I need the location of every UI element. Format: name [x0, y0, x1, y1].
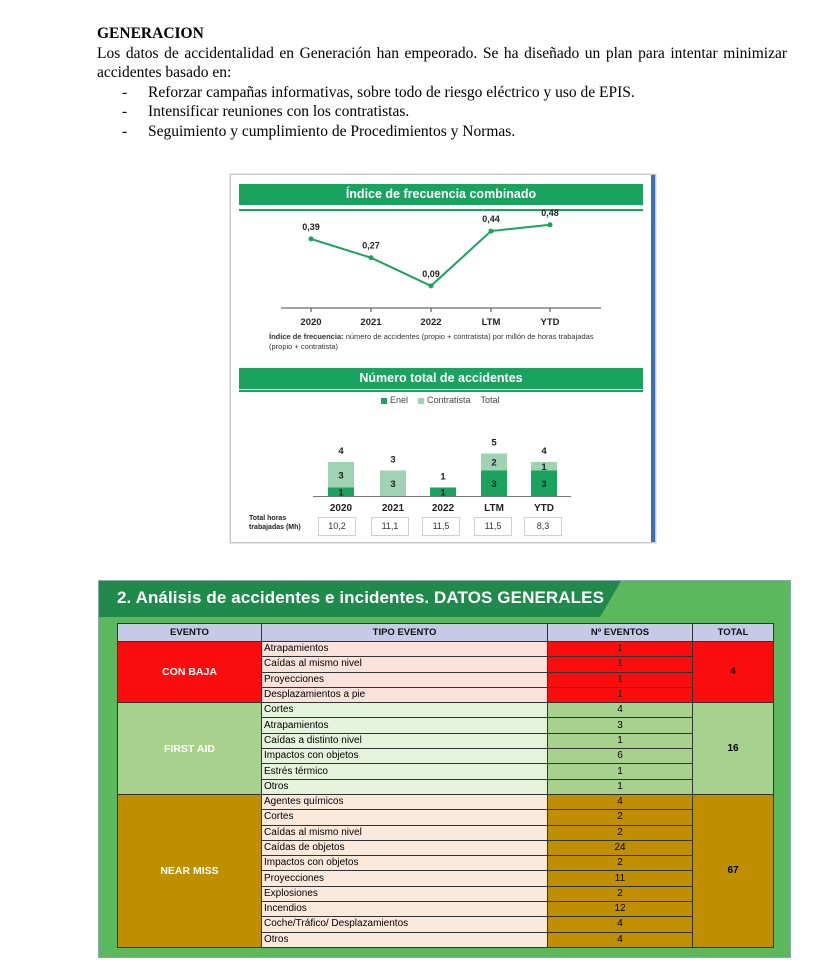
hours-label [249, 514, 301, 532]
num-eventos-cell: 1 [548, 779, 693, 794]
num-eventos-cell: 2 [548, 856, 693, 871]
table-header-row [118, 624, 774, 642]
bullet-marker: - [122, 122, 128, 140]
bar-label-contratista: 2 [491, 457, 497, 469]
num-eventos-cell: 2 [548, 825, 693, 840]
hours-value: 10,2 [318, 517, 356, 536]
legend-label: Enel [390, 395, 409, 405]
num-eventos-cell: 11 [548, 871, 693, 886]
hours-value: 11,5 [474, 517, 512, 536]
header-num-eventos: Nº EVENTOS [548, 624, 693, 642]
tipo-evento-cell: Atrapamientos [262, 718, 548, 733]
panel-title: 2. Análisis de accidentes e incidentes. DATOS GENERALES [117, 588, 605, 607]
hours-value: 8,3 [524, 517, 562, 536]
frequency-chart-title: Índice de frecuencia combinado [239, 184, 643, 205]
hours-value: 11,5 [422, 517, 460, 536]
header-tipo-evento: TIPO EVENTO [262, 624, 548, 642]
x-tick-label: 2022 [420, 317, 442, 328]
data-label: 0,44 [482, 214, 500, 225]
data-label: 0,39 [302, 221, 320, 232]
bar-label-enel: 3 [541, 478, 547, 490]
tipo-evento-cell: Incendios [262, 902, 548, 917]
accidents-chart-title: Número total de accidentes [239, 368, 643, 389]
x-tick-label: 2020 [300, 317, 322, 328]
tipo-evento-cell: Estrés térmico [262, 764, 548, 779]
hours-label-line: Total horas [249, 515, 287, 522]
data-label: 0,27 [362, 240, 380, 251]
scrollbar[interactable] [651, 175, 655, 542]
bar-label-enel: 3 [491, 478, 497, 490]
num-eventos-cell: 1 [548, 733, 693, 748]
list-item [97, 122, 787, 142]
charts-figure [230, 174, 656, 543]
hours-label-line: trabajadas (Mh) [249, 524, 301, 531]
bullet-text: Reforzar campañas informativas, sobre todo de riesgo eléctrico y uso de EPIS. [148, 83, 635, 101]
num-eventos-cell: 1 [548, 657, 693, 672]
table-row [118, 703, 774, 718]
evento-cell: NEAR MISS [118, 794, 262, 947]
num-eventos-cell: 2 [548, 810, 693, 825]
data-label: 0,48 [541, 207, 559, 218]
bar-label-contratista: 3 [338, 470, 344, 482]
num-eventos-cell: 4 [548, 932, 693, 947]
bar-label-contratista: 3 [390, 478, 396, 490]
tipo-evento-cell: Caídas al mismo nivel [262, 825, 548, 840]
bar-label-enel: 1 [338, 487, 344, 499]
num-eventos-cell: 1 [548, 672, 693, 687]
tipo-evento-cell: Coche/Tráfico/ Desplazamientos [262, 917, 548, 932]
bar-total-label: 3 [390, 454, 396, 466]
tipo-evento-cell: Proyecciones [262, 672, 548, 687]
tipo-evento-cell: Caídas al mismo nivel [262, 657, 548, 672]
num-eventos-cell: 1 [548, 642, 693, 657]
tipo-evento-cell: Otros [262, 932, 548, 947]
tipo-evento-cell: Agentes químicos [262, 794, 548, 809]
bar-total-label: 4 [338, 446, 344, 457]
bar-total-label: 4 [541, 446, 547, 457]
x-tick-label: 2021 [360, 317, 382, 328]
data-label: 0,09 [422, 268, 440, 279]
table-row [118, 794, 774, 809]
num-eventos-cell: 6 [548, 749, 693, 764]
legend-label: Contratista [427, 395, 471, 405]
hours-value: 11,1 [371, 517, 409, 536]
x-tick-label: LTM [484, 503, 504, 514]
x-tick-label: LTM [481, 317, 501, 328]
num-eventos-cell: 3 [548, 718, 693, 733]
num-eventos-cell: 4 [548, 794, 693, 809]
x-tick-label: 2020 [329, 503, 353, 514]
bar-total-label: 1 [440, 471, 446, 483]
document-text [97, 24, 787, 141]
num-eventos-cell: 2 [548, 886, 693, 901]
tipo-evento-cell: Impactos con objetos [262, 749, 548, 764]
accidents-analysis-panel [98, 580, 791, 958]
section-heading: GENERACION [97, 25, 204, 42]
tipo-evento-cell: Proyecciones [262, 871, 548, 886]
total-cell: 4 [693, 642, 774, 703]
num-eventos-cell: 1 [548, 764, 693, 779]
list-item [97, 102, 787, 122]
events-table [117, 623, 774, 948]
num-eventos-cell: 4 [548, 917, 693, 932]
header-evento: EVENTO [118, 624, 262, 642]
note-term: Índice de frecuencia: [269, 332, 344, 341]
tipo-evento-cell: Desplazamientos a pie [262, 687, 548, 702]
num-eventos-cell: 24 [548, 840, 693, 855]
x-tick-label: YTD [534, 503, 554, 514]
x-tick-label: YTD [540, 317, 560, 328]
tipo-evento-cell: Impactos con objetos [262, 856, 548, 871]
list-item [97, 83, 787, 103]
table-body [118, 642, 774, 948]
tipo-evento-cell: Cortes [262, 810, 548, 825]
plan-list [97, 83, 787, 142]
table-row [118, 642, 774, 657]
x-tick-label: 2022 [431, 503, 455, 514]
num-eventos-cell: 1 [548, 687, 693, 702]
accidents-bar-chart [231, 175, 655, 542]
evento-cell: CON BAJA [118, 642, 262, 703]
tipo-evento-cell: Explosiones [262, 886, 548, 901]
legend-label: Total [480, 395, 500, 405]
bar-label-contratista: 1 [541, 461, 547, 473]
note-definition: número de accidentes (propio + contratista) por millón de horas trabajadas (propio + contratista) [269, 332, 594, 351]
tipo-evento-cell: Caídas a distinto nivel [262, 733, 548, 748]
tipo-evento-cell: Atrapamientos [262, 642, 548, 657]
header-total: TOTAL [693, 624, 774, 642]
total-cell: 67 [693, 794, 774, 947]
bar-total-label: 5 [491, 437, 497, 449]
evento-cell: FIRST AID [118, 703, 262, 795]
tipo-evento-cell: Otros [262, 779, 548, 794]
tipo-evento-cell: Caídas de objetos [262, 840, 548, 855]
x-tick-label: 2021 [381, 503, 405, 514]
num-eventos-cell: 4 [548, 703, 693, 718]
bar-label-enel: 1 [440, 487, 446, 499]
total-cell: 16 [693, 703, 774, 795]
bullet-marker: - [122, 103, 128, 120]
bullet-marker: - [122, 83, 128, 101]
tipo-evento-cell: Cortes [262, 703, 548, 718]
bullet-text: Seguimiento y cumplimiento de Procedimientos y Normas. [148, 122, 516, 140]
intro-paragraph: Los datos de accidentalidad en Generación han empeorado. Se ha diseñado un plan para intentar minimizar accidentes basado en: [97, 44, 787, 81]
num-eventos-cell: 12 [548, 902, 693, 917]
bullet-text: Intensificar reuniones con los contratistas. [148, 103, 410, 120]
